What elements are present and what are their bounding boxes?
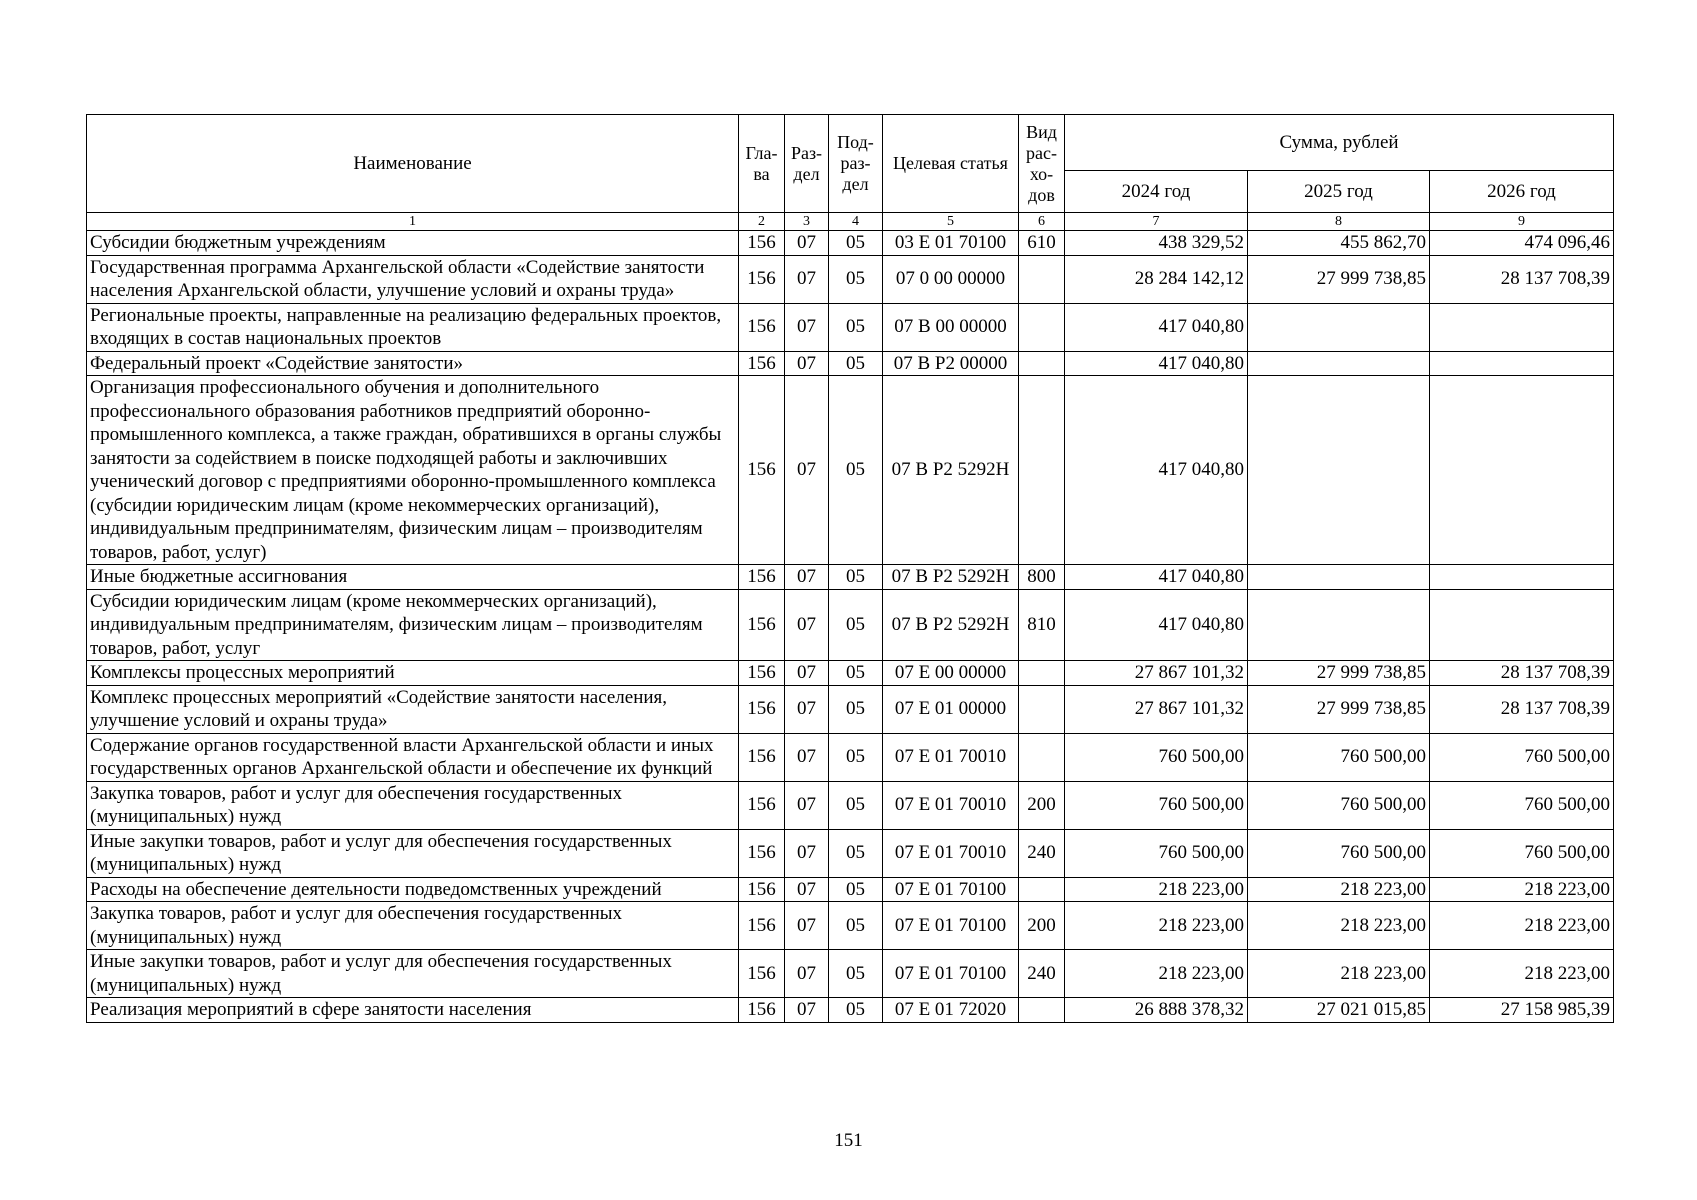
cell-razdel: 07	[785, 877, 829, 902]
cell-vid	[1019, 255, 1065, 303]
cell-glava: 156	[739, 902, 785, 950]
cell-amount-2025: 27 999 738,85	[1248, 661, 1430, 686]
cell-statya: 07 Е 01 70100	[883, 902, 1019, 950]
cell-vid: 240	[1019, 829, 1065, 877]
budget-table	[86, 114, 1614, 1023]
cell-razdel: 07	[785, 829, 829, 877]
table-row	[87, 255, 1614, 303]
cell-name: Субсидии юридическим лицам (кроме некоммерческих организаций), индивидуальным предпринимателям, физическим лицам – производителям товаров, работ, услуг	[87, 589, 739, 661]
column-number: 4	[829, 213, 883, 231]
cell-statya: 07 Е 01 70010	[883, 733, 1019, 781]
header-year-2024: 2024 год	[1065, 171, 1248, 213]
table-row	[87, 351, 1614, 376]
cell-razdel: 07	[785, 902, 829, 950]
cell-name: Организация профессионального обучения и дополнительного профессионального образования работников предприятий оборонно-промышленного комплекса, а также граждан, обратившихся в органы службы занятости за содействием в поиске подходящей работы и заключивших ученический договор с предприятиями оборонно-промышленного комплекса (субсидии юридическим лицам (кроме некоммерческих организаций), индивидуальным предпринимателям, физическим лицам – производителям товаров, работ, услуг)	[87, 376, 739, 565]
cell-amount-2025	[1248, 589, 1430, 661]
cell-vid: 240	[1019, 950, 1065, 998]
cell-statya: 07 0 00 00000	[883, 255, 1019, 303]
cell-vid	[1019, 733, 1065, 781]
cell-vid	[1019, 303, 1065, 351]
table-body	[87, 231, 1614, 1023]
cell-razdel: 07	[785, 733, 829, 781]
cell-statya: 07 Е 01 70100	[883, 950, 1019, 998]
cell-amount-2026: 218 223,00	[1430, 950, 1614, 998]
cell-amount-2026: 218 223,00	[1430, 877, 1614, 902]
header-year-2026: 2026 год	[1430, 171, 1614, 213]
cell-amount-2024: 28 284 142,12	[1065, 255, 1248, 303]
cell-statya: 07 В Р2 00000	[883, 351, 1019, 376]
table-row	[87, 303, 1614, 351]
cell-glava: 156	[739, 685, 785, 733]
cell-podrazdel: 05	[829, 565, 883, 590]
cell-amount-2024: 27 867 101,32	[1065, 685, 1248, 733]
cell-glava: 156	[739, 376, 785, 565]
table-row	[87, 589, 1614, 661]
table-row	[87, 877, 1614, 902]
header-glava: Гла-ва	[739, 115, 785, 213]
cell-glava: 156	[739, 998, 785, 1023]
column-number: 2	[739, 213, 785, 231]
cell-amount-2024: 218 223,00	[1065, 950, 1248, 998]
cell-amount-2024: 26 888 378,32	[1065, 998, 1248, 1023]
table-row	[87, 950, 1614, 998]
cell-statya: 07 Е 01 70010	[883, 781, 1019, 829]
cell-amount-2026: 474 096,46	[1430, 231, 1614, 256]
cell-podrazdel: 05	[829, 829, 883, 877]
table-row	[87, 685, 1614, 733]
cell-glava: 156	[739, 661, 785, 686]
cell-amount-2025: 760 500,00	[1248, 829, 1430, 877]
cell-vid	[1019, 351, 1065, 376]
cell-statya: 07 Е 01 00000	[883, 685, 1019, 733]
table-row	[87, 231, 1614, 256]
cell-name: Федеральный проект «Содействие занятости»	[87, 351, 739, 376]
cell-statya: 07 В Р2 5292Н	[883, 589, 1019, 661]
column-number: 8	[1248, 213, 1430, 231]
cell-glava: 156	[739, 829, 785, 877]
header-summa: Сумма, рублей	[1065, 115, 1614, 171]
cell-amount-2025: 27 999 738,85	[1248, 255, 1430, 303]
cell-podrazdel: 05	[829, 781, 883, 829]
cell-statya: 07 Е 00 00000	[883, 661, 1019, 686]
header-statya: Целевая статья	[883, 115, 1019, 213]
cell-statya: 07 В 00 00000	[883, 303, 1019, 351]
cell-vid	[1019, 685, 1065, 733]
header-name: Наименование	[87, 115, 739, 213]
cell-amount-2025: 218 223,00	[1248, 902, 1430, 950]
cell-podrazdel: 05	[829, 376, 883, 565]
cell-glava: 156	[739, 255, 785, 303]
cell-amount-2026	[1430, 565, 1614, 590]
cell-amount-2025: 27 021 015,85	[1248, 998, 1430, 1023]
cell-vid	[1019, 376, 1065, 565]
cell-name: Реализация мероприятий в сфере занятости населения	[87, 998, 739, 1023]
column-number: 7	[1065, 213, 1248, 231]
cell-amount-2025: 27 999 738,85	[1248, 685, 1430, 733]
cell-amount-2025: 760 500,00	[1248, 781, 1430, 829]
cell-amount-2026: 28 137 708,39	[1430, 255, 1614, 303]
cell-razdel: 07	[785, 685, 829, 733]
column-number: 3	[785, 213, 829, 231]
table-row	[87, 781, 1614, 829]
cell-name: Закупка товаров, работ и услуг для обеспечения государственных (муниципальных) нужд	[87, 781, 739, 829]
column-number: 6	[1019, 213, 1065, 231]
cell-amount-2024: 438 329,52	[1065, 231, 1248, 256]
table-row	[87, 661, 1614, 686]
column-number: 5	[883, 213, 1019, 231]
cell-vid	[1019, 661, 1065, 686]
cell-vid: 200	[1019, 902, 1065, 950]
cell-amount-2026: 760 500,00	[1430, 781, 1614, 829]
table-row	[87, 902, 1614, 950]
cell-name: Иные закупки товаров, работ и услуг для обеспечения государственных (муниципальных) нужд	[87, 950, 739, 998]
cell-podrazdel: 05	[829, 998, 883, 1023]
cell-podrazdel: 05	[829, 303, 883, 351]
cell-amount-2025	[1248, 351, 1430, 376]
cell-name: Комплекс процессных мероприятий «Содействие занятости населения, улучшение условий и охраны труда»	[87, 685, 739, 733]
cell-razdel: 07	[785, 255, 829, 303]
cell-amount-2024: 760 500,00	[1065, 829, 1248, 877]
cell-amount-2024: 417 040,80	[1065, 565, 1248, 590]
cell-razdel: 07	[785, 376, 829, 565]
cell-amount-2026: 27 158 985,39	[1430, 998, 1614, 1023]
cell-amount-2024: 417 040,80	[1065, 351, 1248, 376]
cell-statya: 07 В Р2 5292Н	[883, 565, 1019, 590]
cell-amount-2026	[1430, 303, 1614, 351]
table-row	[87, 998, 1614, 1023]
header-year-2025: 2025 год	[1248, 171, 1430, 213]
cell-amount-2024: 218 223,00	[1065, 877, 1248, 902]
cell-statya: 07 Е 01 72020	[883, 998, 1019, 1023]
cell-statya: 07 В Р2 5292Н	[883, 376, 1019, 565]
cell-amount-2025	[1248, 565, 1430, 590]
column-number: 9	[1430, 213, 1614, 231]
cell-statya: 07 Е 01 70100	[883, 877, 1019, 902]
cell-amount-2025	[1248, 303, 1430, 351]
cell-amount-2026	[1430, 589, 1614, 661]
cell-podrazdel: 05	[829, 589, 883, 661]
cell-glava: 156	[739, 877, 785, 902]
cell-glava: 156	[739, 781, 785, 829]
cell-razdel: 07	[785, 351, 829, 376]
cell-name: Закупка товаров, работ и услуг для обеспечения государственных (муниципальных) нужд	[87, 902, 739, 950]
cell-name: Региональные проекты, направленные на реализацию федеральных проектов, входящих в состав национальных проектов	[87, 303, 739, 351]
cell-podrazdel: 05	[829, 733, 883, 781]
table-header	[87, 115, 1614, 231]
cell-name: Иные бюджетные ассигнования	[87, 565, 739, 590]
header-razdel: Раз-дел	[785, 115, 829, 213]
cell-amount-2025: 455 862,70	[1248, 231, 1430, 256]
header-vid: Вид рас-хо-дов	[1019, 115, 1065, 213]
cell-vid	[1019, 877, 1065, 902]
cell-vid: 800	[1019, 565, 1065, 590]
cell-podrazdel: 05	[829, 877, 883, 902]
table-row	[87, 829, 1614, 877]
cell-amount-2026	[1430, 376, 1614, 565]
cell-razdel: 07	[785, 950, 829, 998]
cell-razdel: 07	[785, 661, 829, 686]
cell-amount-2026: 760 500,00	[1430, 733, 1614, 781]
cell-glava: 156	[739, 589, 785, 661]
cell-glava: 156	[739, 303, 785, 351]
cell-vid: 200	[1019, 781, 1065, 829]
cell-razdel: 07	[785, 565, 829, 590]
cell-glava: 156	[739, 565, 785, 590]
cell-amount-2026	[1430, 351, 1614, 376]
table-row	[87, 565, 1614, 590]
cell-statya: 03 Е 01 70100	[883, 231, 1019, 256]
cell-vid: 810	[1019, 589, 1065, 661]
cell-amount-2026: 218 223,00	[1430, 902, 1614, 950]
cell-name: Содержание органов государственной власти Архангельской области и иных государственных органов Архангельской области и обеспечение их функций	[87, 733, 739, 781]
cell-name: Государственная программа Архангельской области «Содействие занятости населения Архангельской области, улучшение условий и охраны труда»	[87, 255, 739, 303]
column-number: 1	[87, 213, 739, 231]
cell-vid: 610	[1019, 231, 1065, 256]
cell-amount-2024: 417 040,80	[1065, 303, 1248, 351]
cell-podrazdel: 05	[829, 661, 883, 686]
cell-amount-2026: 28 137 708,39	[1430, 661, 1614, 686]
cell-glava: 156	[739, 733, 785, 781]
cell-glava: 156	[739, 231, 785, 256]
cell-amount-2025: 760 500,00	[1248, 733, 1430, 781]
cell-podrazdel: 05	[829, 685, 883, 733]
cell-amount-2025	[1248, 376, 1430, 565]
cell-podrazdel: 05	[829, 255, 883, 303]
cell-razdel: 07	[785, 231, 829, 256]
page-number: 151	[834, 1130, 863, 1151]
cell-amount-2024: 760 500,00	[1065, 733, 1248, 781]
cell-razdel: 07	[785, 781, 829, 829]
cell-name: Комплексы процессных мероприятий	[87, 661, 739, 686]
cell-name: Субсидии бюджетным учреждениям	[87, 231, 739, 256]
header-podrazdel: Под-раз-дел	[829, 115, 883, 213]
cell-amount-2024: 760 500,00	[1065, 781, 1248, 829]
cell-glava: 156	[739, 351, 785, 376]
cell-amount-2026: 28 137 708,39	[1430, 685, 1614, 733]
cell-amount-2024: 27 867 101,32	[1065, 661, 1248, 686]
cell-name: Иные закупки товаров, работ и услуг для обеспечения государственных (муниципальных) нужд	[87, 829, 739, 877]
cell-razdel: 07	[785, 589, 829, 661]
cell-amount-2024: 417 040,80	[1065, 589, 1248, 661]
cell-vid	[1019, 998, 1065, 1023]
cell-amount-2026: 760 500,00	[1430, 829, 1614, 877]
cell-razdel: 07	[785, 998, 829, 1023]
cell-podrazdel: 05	[829, 351, 883, 376]
cell-name: Расходы на обеспечение деятельности подведомственных учреждений	[87, 877, 739, 902]
cell-statya: 07 Е 01 70010	[883, 829, 1019, 877]
cell-podrazdel: 05	[829, 950, 883, 998]
table-row	[87, 733, 1614, 781]
column-number-row	[87, 213, 1614, 231]
table-row	[87, 376, 1614, 565]
cell-podrazdel: 05	[829, 231, 883, 256]
cell-amount-2024: 218 223,00	[1065, 902, 1248, 950]
cell-amount-2025: 218 223,00	[1248, 877, 1430, 902]
cell-razdel: 07	[785, 303, 829, 351]
cell-glava: 156	[739, 950, 785, 998]
cell-podrazdel: 05	[829, 902, 883, 950]
cell-amount-2024: 417 040,80	[1065, 376, 1248, 565]
cell-amount-2025: 218 223,00	[1248, 950, 1430, 998]
